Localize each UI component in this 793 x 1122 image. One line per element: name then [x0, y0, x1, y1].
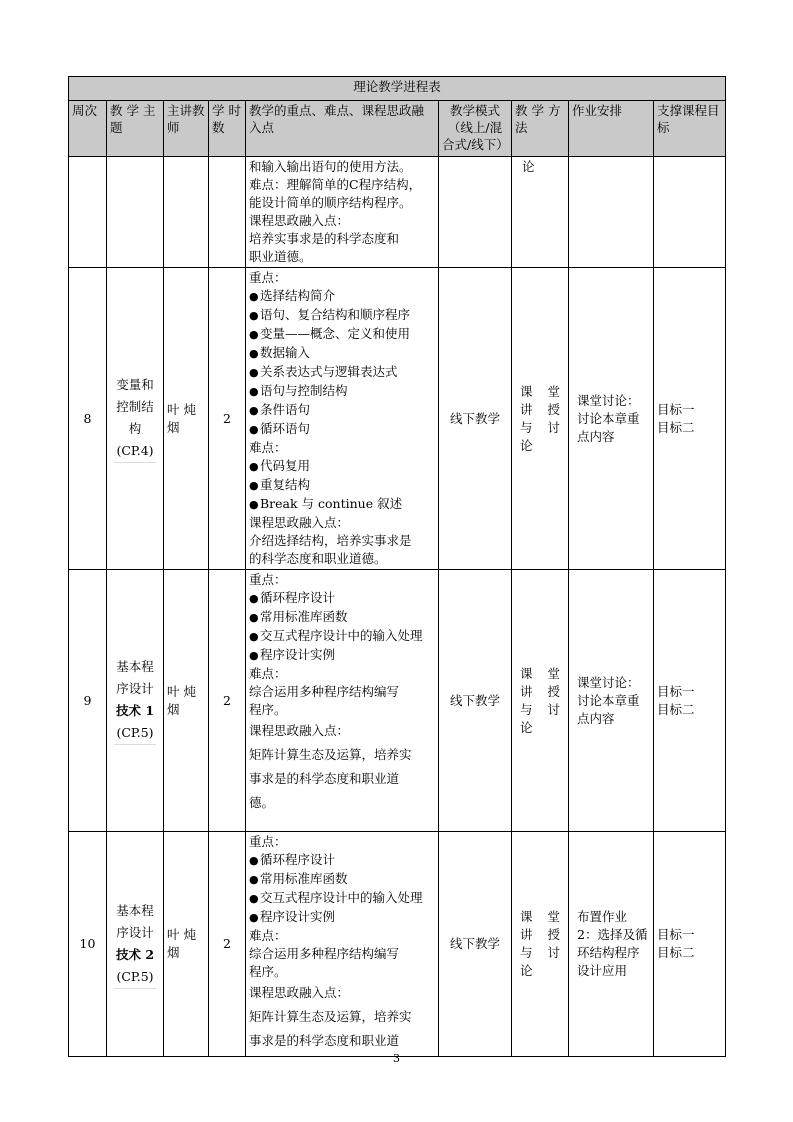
header-goals: 支撑课程目标 [654, 101, 726, 157]
method-cell: 课 堂 讲 授 与 讨 论 [512, 268, 569, 570]
header-mode: 教学模式（线上/混合式/线下） [439, 101, 512, 157]
mode-cell: 线下教学 [439, 570, 512, 832]
table-row [69, 157, 726, 268]
focus-cell: 重点： ●选择结构简介 ●语句、复合结构和顺序程序 ●变量——概念、定义和使用 ●数据输入 ●关系表达式与逻辑表达式 ●语句与控制结构 ●条件语句 ●循环语句 难点： ●代码复用 ●重复结构 ●Break 与 continue 叙述 课程思政融入点： 介绍选择结构，培养实事求是 的科学态度和职业道德。 [246, 268, 439, 570]
mode-cell: 线下教学 [439, 268, 512, 570]
focus-line: 职业道德。 [249, 249, 312, 264]
homework-cell: 课堂讨论： 讨论本章重 点内容 [569, 570, 654, 832]
table-row [69, 570, 726, 832]
header-homework: 作业安排 [569, 101, 654, 157]
method-cell: 课 堂 讲 授 与 讨 论 [512, 832, 569, 1057]
week-cell: 9 [69, 570, 107, 832]
goals-cell: 目标一 目标二 [654, 268, 726, 570]
topic-cell: 基本程 序设计 技术 2 (CP.5) [107, 832, 164, 1057]
header-week: 周次 [69, 101, 107, 157]
week-cell: 10 [69, 832, 107, 1057]
page-number: 3 [393, 1052, 400, 1065]
method-cell: 论 [512, 157, 569, 268]
homework-cell: 布置作业 2：选择及循 环结构程序 设计应用 [569, 832, 654, 1057]
header-method: 教 学 方法 [512, 101, 569, 157]
mode-cell: 线下教学 [439, 832, 512, 1057]
focus-line: 课程思政融入点： [249, 213, 350, 228]
header-topic: 教 学 主题 [107, 101, 164, 157]
focus-cell: 重点： ●循环程序设计 ●常用标准库函数 ●交互式程序设计中的输入处理 ●程序设计实例 难点： 综合运用多种程序结构编写 程序。 课程思政融入点： 矩阵计算生态及运算，培养实 事求是的科学态度和职业道 [246, 832, 439, 1057]
homework-cell: 课堂讨论： 讨论本章重 点内容 [569, 268, 654, 570]
header-focus: 教学的重点、难点、课程思政融入点 [246, 101, 439, 157]
lecturer-cell: 叶 炖 烟 [164, 832, 209, 1057]
goals-cell: 目标一 目标二 [654, 832, 726, 1057]
hours-cell: 2 [209, 832, 246, 1057]
teaching-schedule-table [68, 76, 726, 1057]
header-lecturer: 主讲教师 [164, 101, 209, 157]
focus-line: 难点：理解简单的C程序结构， [249, 177, 422, 192]
topic-cell: 基本程 序设计 技术 1 (CP.5) [107, 570, 164, 832]
lecturer-cell: 叶 炖 烟 [164, 570, 209, 832]
hours-cell: 2 [209, 268, 246, 570]
focus-cell [246, 157, 439, 268]
hours-cell: 2 [209, 570, 246, 832]
table-title: 理论教学进程表 [69, 77, 726, 101]
focus-line: 和输入输出语句的使用方法。 [249, 159, 412, 174]
focus-line: 能设计简单的顺序结构程序。 [249, 195, 412, 210]
goals-cell: 目标一 目标二 [654, 570, 726, 832]
header-hours: 学 时数 [209, 101, 246, 157]
lecturer-cell: 叶 炖 烟 [164, 268, 209, 570]
week-cell: 8 [69, 268, 107, 570]
focus-line: 培养实事求是的科学态度和 [249, 231, 400, 246]
topic-cell: 变量和 控制结 构 (CP.4) [107, 268, 164, 570]
focus-cell: 重点： ●循环程序设计 ●常用标准库函数 ●交互式程序设计中的输入处理 ●程序设计实例 难点： 综合运用多种程序结构编写 程序。 课程思政融入点： 矩阵计算生态及运算，培养实 事求是的科学态度和职业道 德。 [246, 570, 439, 832]
method-cell: 课 堂 讲 授 与 讨 论 [512, 570, 569, 832]
table-row [69, 832, 726, 1057]
table-row [69, 268, 726, 570]
